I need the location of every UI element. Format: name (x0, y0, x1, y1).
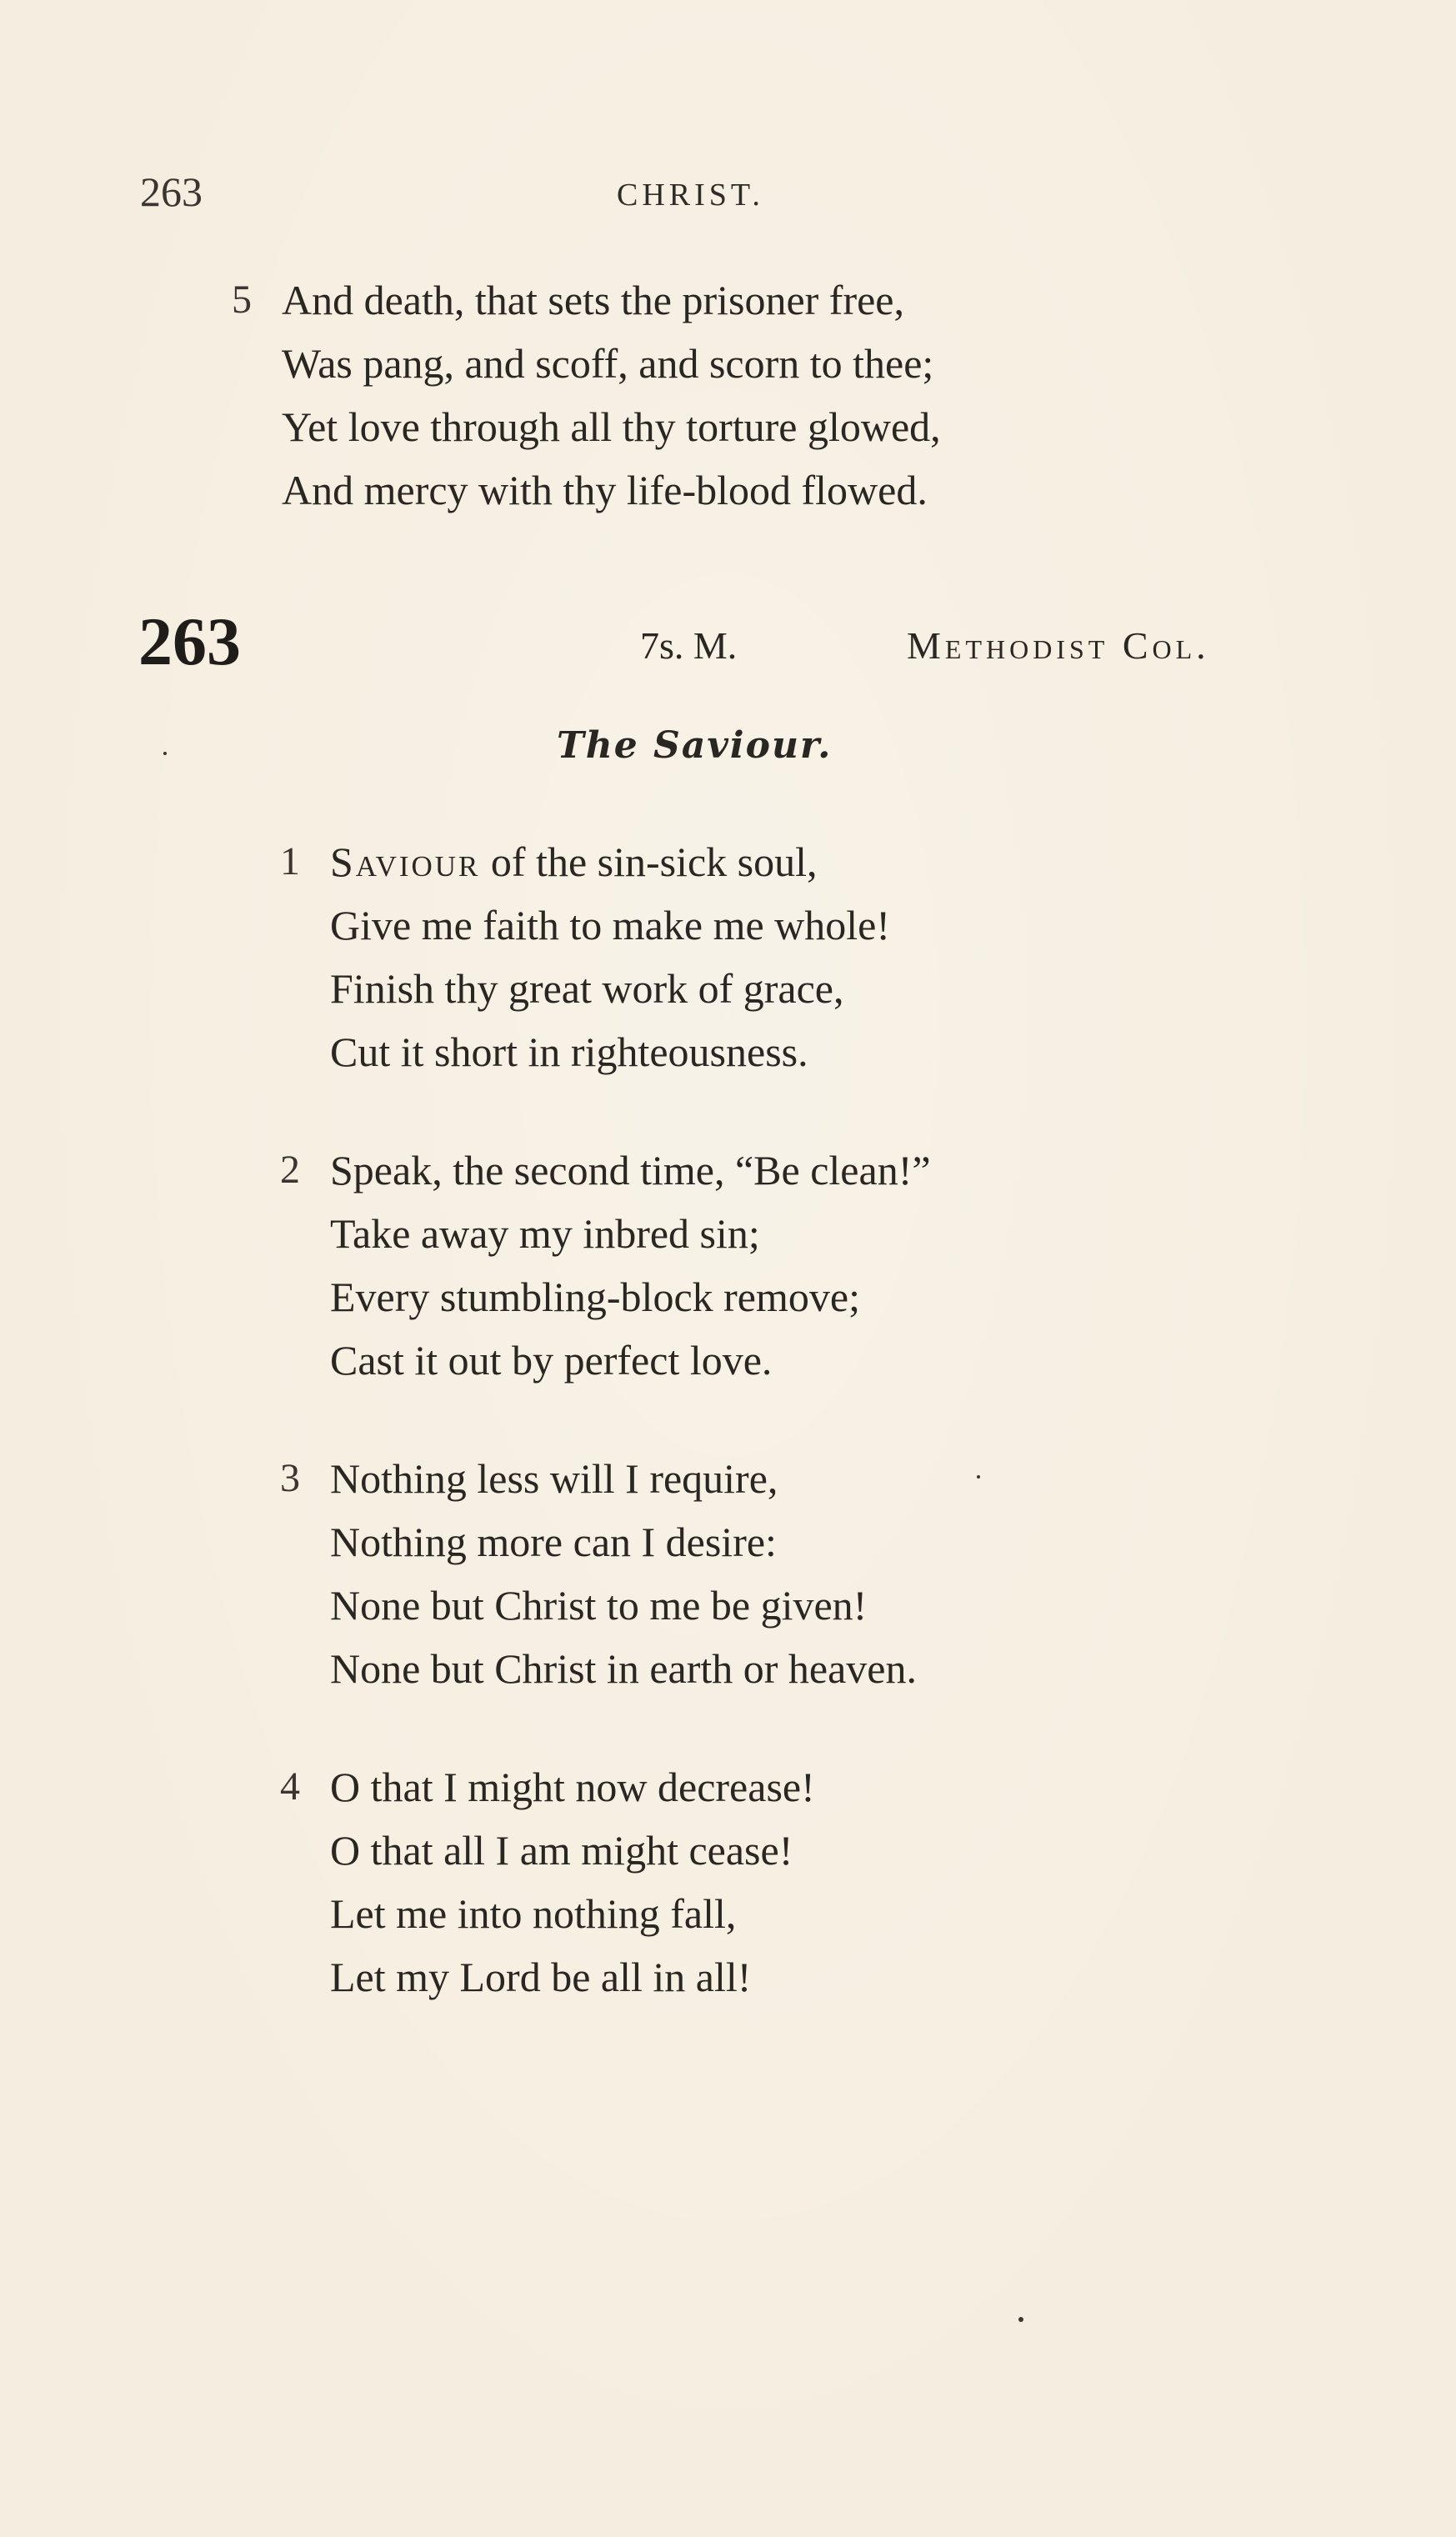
hymn-header (0, 600, 1456, 683)
hymn-subtitle: The Saviour. (557, 724, 833, 767)
scan-speck (1018, 2317, 1023, 2322)
hymn-stanza-3 (280, 1447, 917, 1700)
stanza-number: 3 (280, 1456, 300, 1500)
hymn-stanza-4 (280, 1755, 815, 2009)
stanza-number: 2 (280, 1148, 300, 1192)
stanza-first-word: Saviour (330, 838, 481, 885)
stanza-line: Cut it short in righteousness. (330, 1028, 808, 1075)
running-head-title: CHRIST. (617, 178, 764, 213)
stanza-line: Yet love through all thy torture glowed, (282, 403, 941, 450)
page-number: 263 (140, 168, 203, 215)
stanza-line: None but Christ to me be given! (330, 1582, 868, 1629)
stanza-number: 5 (232, 278, 252, 322)
hymn-source: Methodist Col. (907, 624, 1210, 667)
hymn-number: 263 (138, 603, 241, 679)
stanza-line: O that I might now decrease! (330, 1764, 815, 1810)
stanza-line: Was pang, and scoff, and scorn to thee; (282, 340, 934, 387)
stanza-line: Nothing less will I require, (330, 1455, 778, 1502)
running-head (0, 167, 1456, 217)
stanza-line: Cast it out by perfect love. (330, 1337, 773, 1384)
stanza-line: And mercy with thy life-blood flowed. (282, 467, 928, 513)
stanza-number: 1 (280, 839, 300, 883)
stanza-line: Every stumbling-block remove; (330, 1274, 860, 1320)
stanza-number: 4 (280, 1764, 300, 1809)
scan-speck (163, 752, 167, 755)
stanza-line: Finish thy great work of grace, (330, 965, 844, 1012)
stanza-first-line-rest: of the sin-sick soul, (480, 838, 818, 885)
stanza-line: O that all I am might cease! (330, 1827, 793, 1874)
hymn-stanza-2 (280, 1138, 931, 1392)
stanza-line: And death, that sets the prisoner free, (282, 277, 904, 323)
hymn-meter: 7s. M. (640, 624, 738, 667)
prev-hymn-stanza (232, 268, 941, 522)
stanza-line: Let me into nothing fall, (330, 1890, 737, 1937)
stanza-line: Speak, the second time, “Be clean!” (330, 1147, 931, 1193)
stanza-line: Take away my inbred sin; (330, 1210, 760, 1257)
stanza-line: None but Christ in earth or heaven. (330, 1645, 917, 1692)
stanza-line: Nothing more can I desire: (330, 1519, 777, 1565)
hymn-stanza-1 (280, 830, 890, 1083)
scan-speck (977, 1475, 980, 1479)
stanza-line: Give me faith to make me whole! (330, 902, 890, 948)
stanza-line (330, 830, 890, 893)
stanza-line: Let my Lord be all in all! (330, 1954, 752, 2000)
